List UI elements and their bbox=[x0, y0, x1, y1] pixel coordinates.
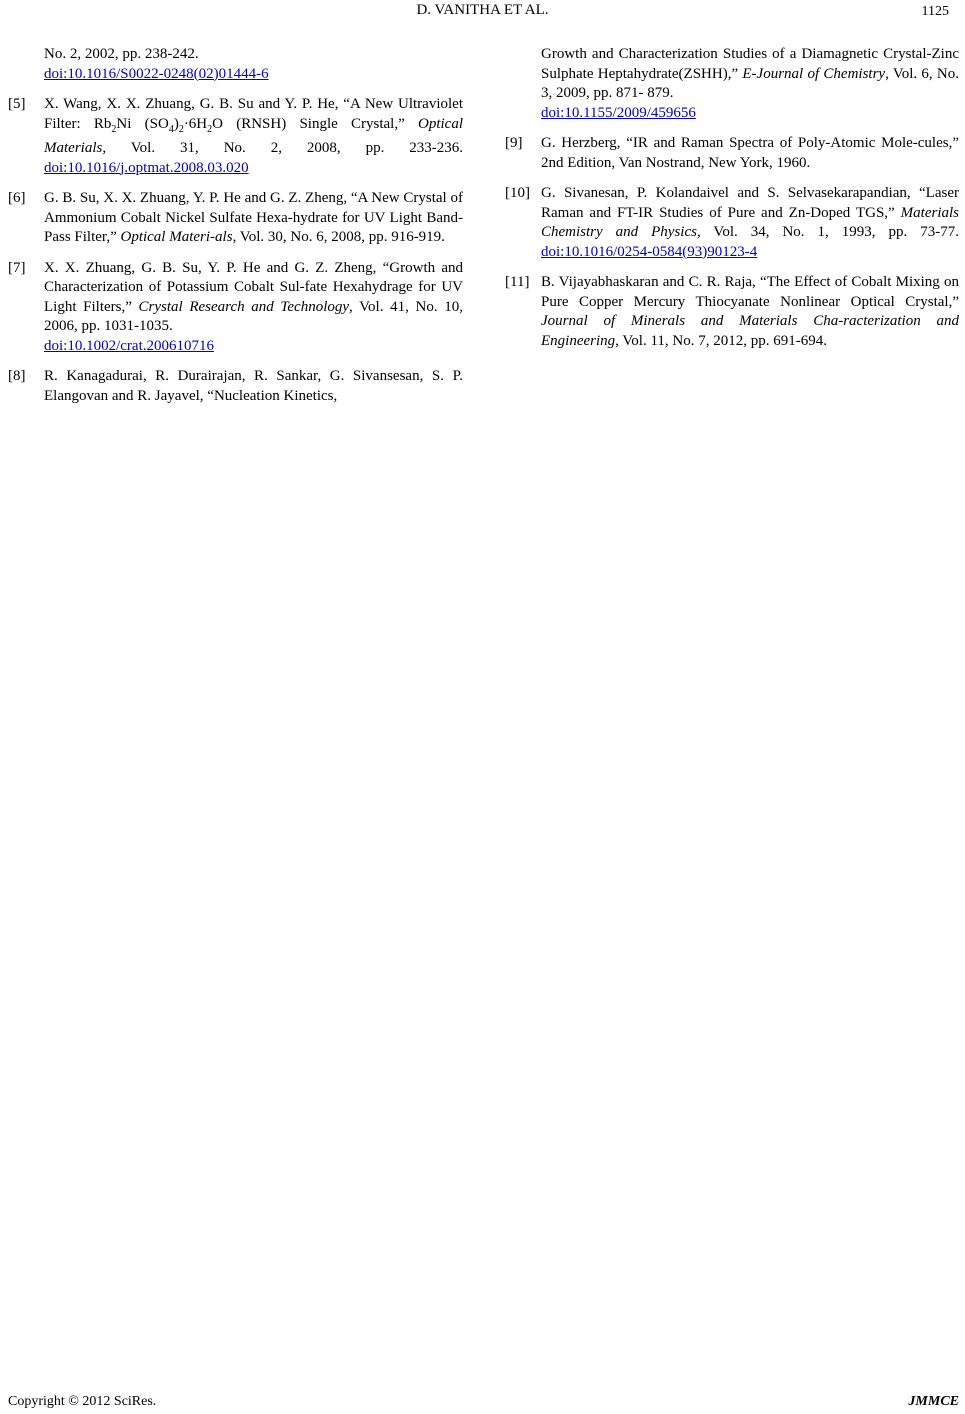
reference-number: [5] bbox=[8, 96, 26, 112]
reference-text: ) bbox=[173, 115, 179, 132]
reference-text: , Vol. 11, No. 7, 2012, pp. 691-694. bbox=[615, 332, 827, 349]
reference-text: G. Herzberg, “IR and Raman Spectra of Poly-Atomic Mole-cules,” 2nd Edition, Van Nostrand, New York, 1960. bbox=[541, 135, 959, 171]
reference-text: ·6H bbox=[183, 115, 208, 132]
reference-number: [11] bbox=[505, 274, 530, 290]
reference-text: No. 2, 2002, pp. 238-242. bbox=[44, 46, 199, 62]
journal-title: E-Journal of Chemistry bbox=[742, 65, 886, 82]
reference-text: , Vol. 30, No. 6, 2008, pp. 916-919. bbox=[232, 229, 445, 245]
subscript: 2 bbox=[178, 123, 184, 135]
reference-11 bbox=[505, 273, 959, 351]
subscript: 4 bbox=[168, 123, 174, 135]
reference-text: , Vol. 41, No. 10, 2006, pp. 1031-1035. bbox=[44, 298, 463, 334]
doi-link[interactable]: doi:10.1016/j.optmat.2008.03.020 bbox=[44, 159, 249, 176]
reference-continuation bbox=[505, 45, 959, 123]
journal-abbreviation: JMMCE bbox=[908, 1394, 959, 1409]
reference-text: Growth and Characterization Studies of a Diamagnetic Crystal-Zinc Sulphate Heptahydrate(ZSHH),” bbox=[541, 46, 959, 82]
journal-title: Crystal Research and Technology bbox=[138, 298, 350, 315]
doi-link[interactable]: doi:10.1016/S0022-0248(02)01444-6 bbox=[44, 65, 269, 82]
doi-link[interactable]: doi:10.1155/2009/459656 bbox=[541, 104, 696, 121]
journal-title: Optical Materi-als bbox=[120, 229, 233, 245]
reference-text: X. X. Zhuang, G. B. Su, Y. P. He and G. Z. Zheng, “Growth and Characterization of Potassium Cobalt Sul-fate Hexahydrage for UV Light Filters,” bbox=[44, 259, 463, 315]
reference-text: Ni (SO bbox=[116, 115, 169, 132]
right-column bbox=[505, 45, 959, 362]
running-header: D. VANITHA ET AL. bbox=[416, 2, 549, 18]
reference-number: [6] bbox=[8, 190, 26, 206]
reference-text: G. Sivanesan, P. Kolandaivel and S. Selvasekarapandian, “Laser Raman and FT-IR Studies of Pure and Zn-Doped TGS,” bbox=[541, 185, 959, 221]
reference-continuation bbox=[8, 45, 463, 84]
reference-number: [10] bbox=[505, 185, 530, 201]
doi-link[interactable]: doi:10.1016/0254-0584(93)90123-4 bbox=[541, 243, 758, 260]
reference-8 bbox=[8, 367, 463, 406]
page-number: 1125 bbox=[921, 4, 949, 19]
reference-6 bbox=[8, 189, 463, 248]
journal-title: Journal of Minerals and Materials Cha-racterization and Engineering bbox=[541, 313, 959, 349]
reference-text: , Vol. 34, No. 1, 1993, pp. 73-77. bbox=[696, 224, 960, 240]
reference-number: [7] bbox=[8, 259, 26, 276]
reference-text: O (RNSH) Single Crystal,” bbox=[212, 115, 418, 132]
reference-text: , Vol. 6, No. 3, 2009, pp. 871- 879. bbox=[541, 65, 959, 101]
reference-text: , Vol. 31, No. 2, 2008, pp. 233-236. bbox=[102, 140, 463, 156]
reference-number: [9] bbox=[505, 135, 523, 151]
journal-title: Optical Materials bbox=[44, 115, 463, 156]
reference-text: B. Vijayabhaskaran and C. R. Raja, “The Effect of Cobalt Mixing on Pure Copper Mercury Thiocyanate Nonlinear Optical Crystal,” bbox=[541, 274, 959, 310]
left-column bbox=[8, 45, 463, 417]
subscript: 2 bbox=[207, 123, 213, 135]
reference-10 bbox=[505, 184, 959, 262]
doi-link[interactable]: doi:10.1002/crat.200610716 bbox=[44, 337, 214, 354]
reference-7 bbox=[8, 259, 463, 357]
reference-text: X. Wang, X. X. Zhuang, G. B. Su and Y. P. He, “A New Ultraviolet Filter: Rb bbox=[44, 96, 463, 132]
journal-title: Materials Chemistry and Physics bbox=[541, 204, 959, 240]
reference-number: [8] bbox=[8, 368, 26, 384]
reference-9 bbox=[505, 134, 959, 173]
copyright-footer: Copyright © 2012 SciRes. bbox=[8, 1394, 157, 1409]
subscript: 2 bbox=[111, 123, 117, 135]
reference-5 bbox=[8, 95, 463, 178]
reference-text: R. Kanagadurai, R. Durairajan, R. Sankar, G. Sivansesan, S. P. Elangovan and R. Jayavel, “Nucleation Kinetics, bbox=[44, 368, 463, 404]
reference-text: G. B. Su, X. X. Zhuang, Y. P. He and G. Z. Zheng, “A New Crystal of Ammonium Cobalt Nickel Sulfate Hexa-hydrate for UV Light Band-Pass Filter,” bbox=[44, 190, 463, 245]
